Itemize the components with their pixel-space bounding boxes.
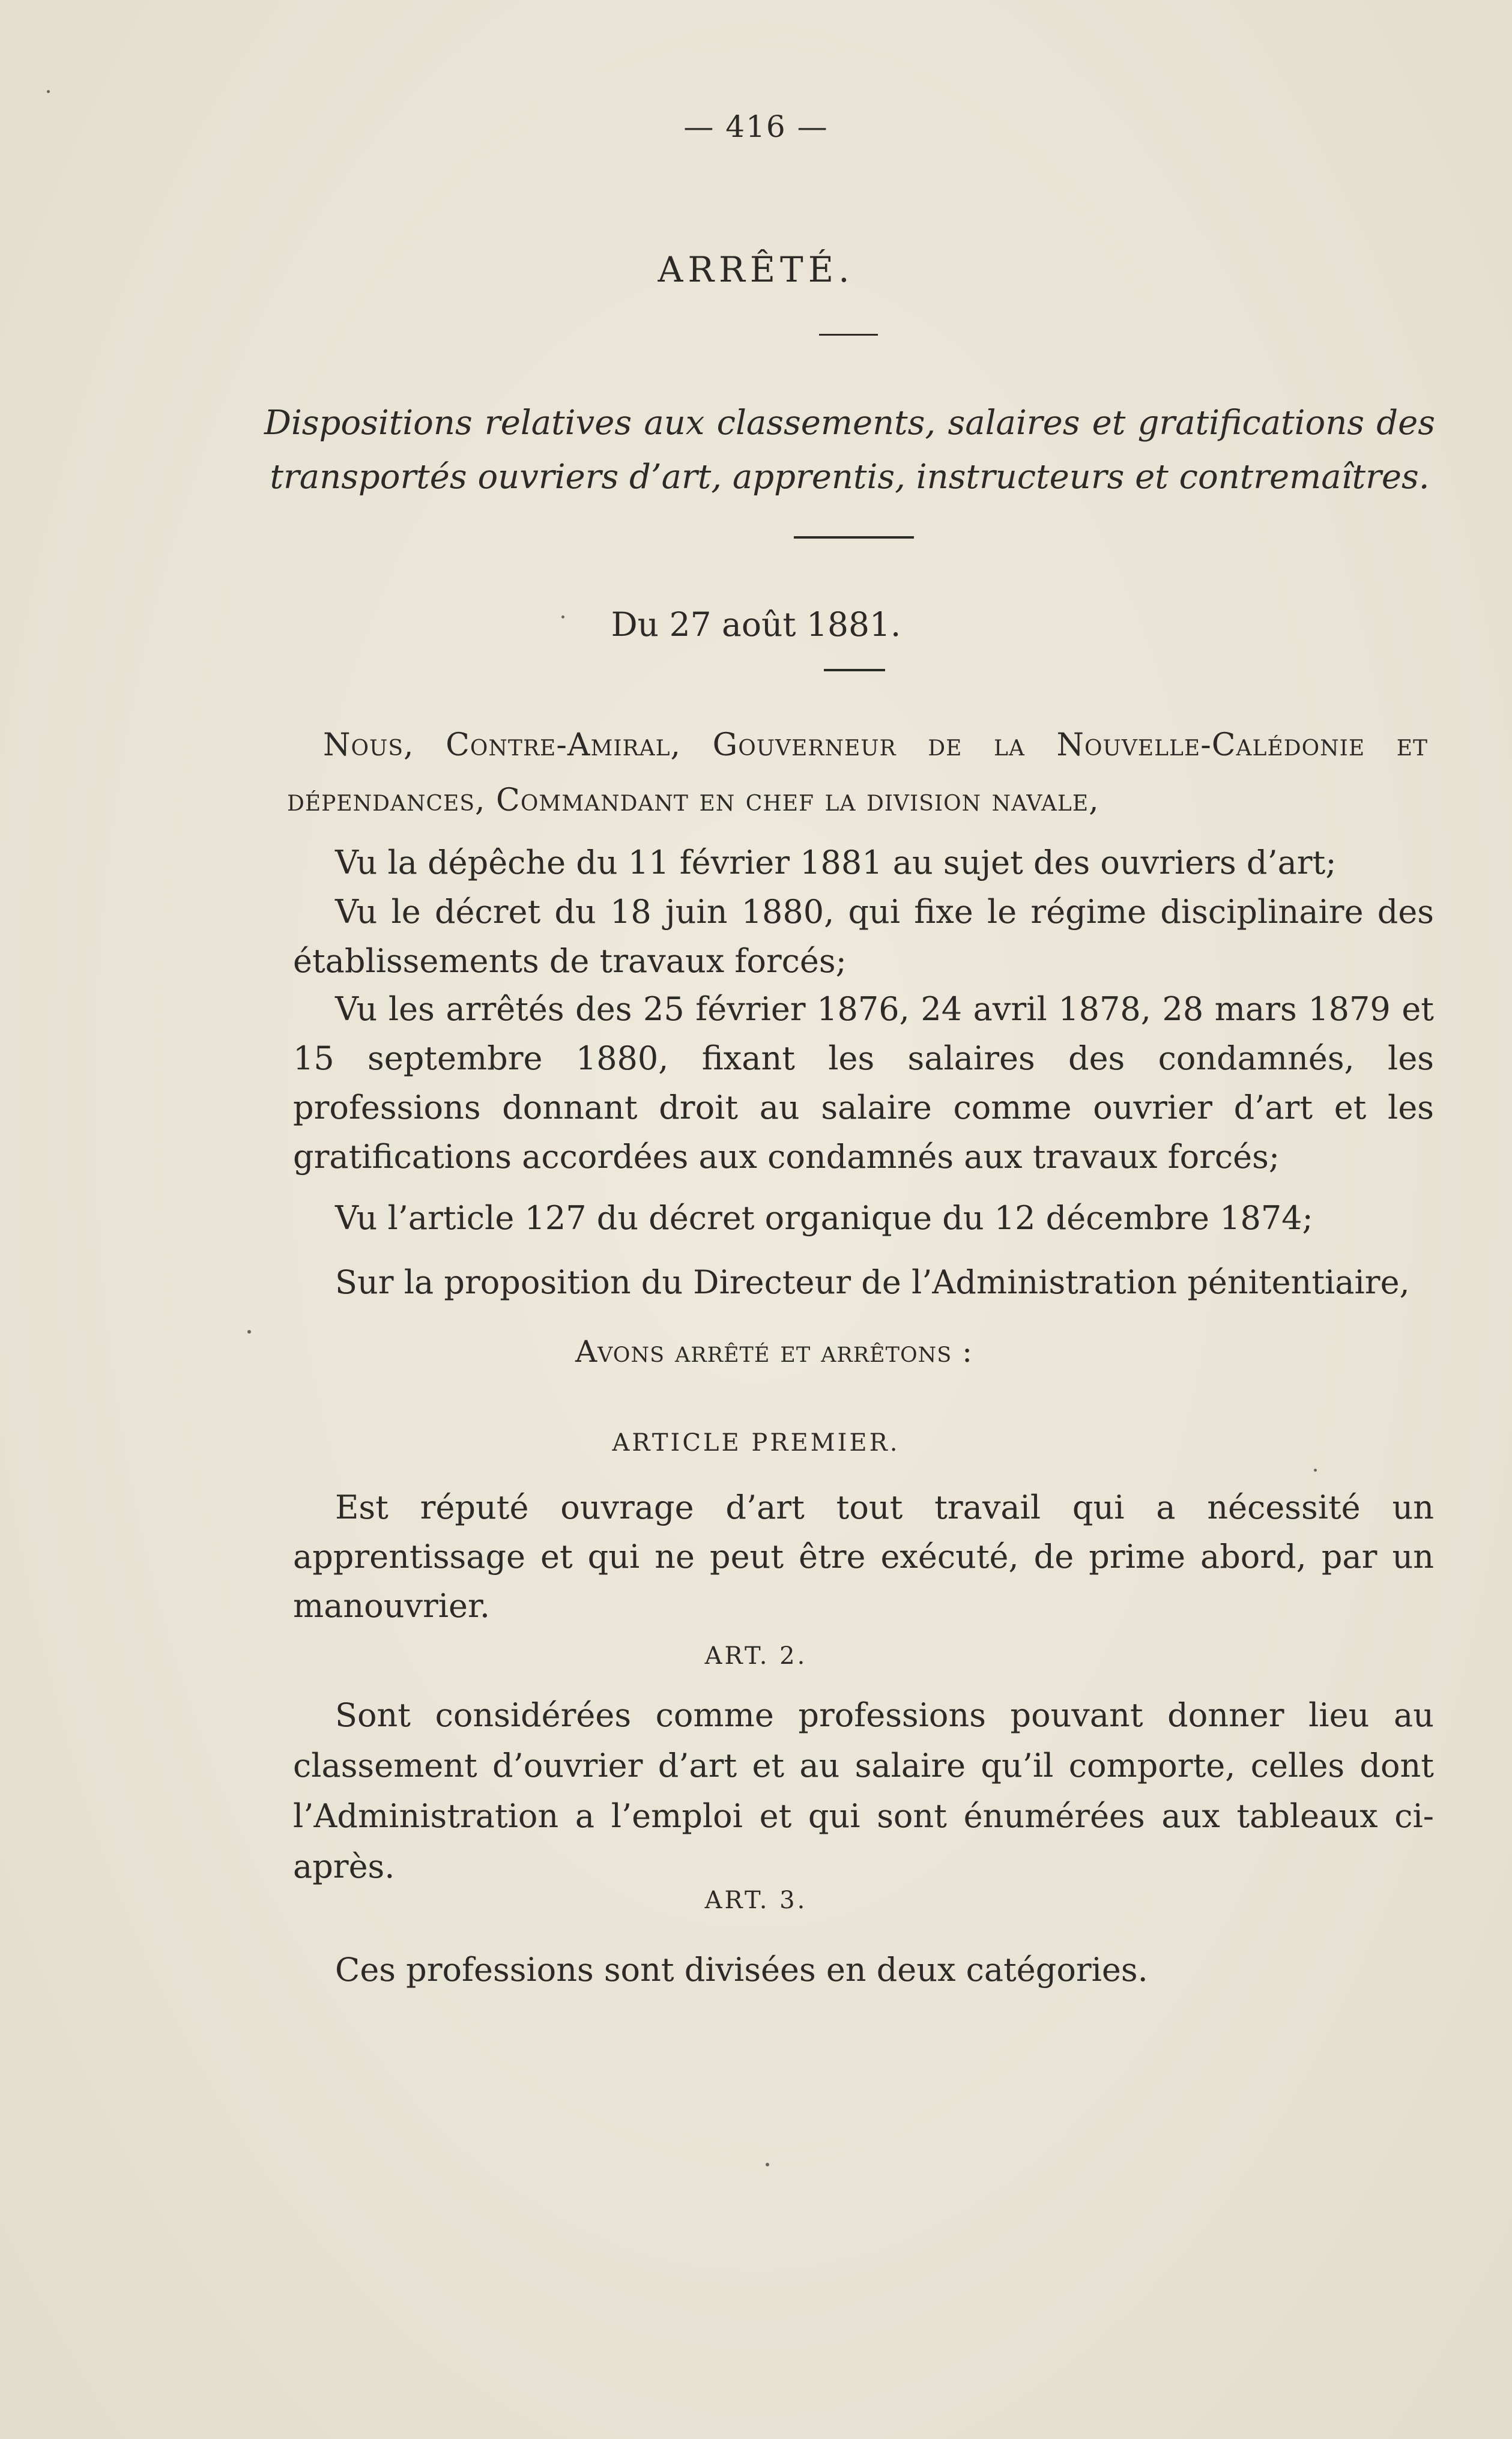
- consideration-paragraph: Sur la proposition du Directeur de l’Administration pénitentiaire,: [335, 1263, 1410, 1301]
- article-title: ART. 2.: [704, 1642, 808, 1670]
- decision-formula: Avons arrêté et arrêtons :: [575, 1334, 973, 1369]
- consideration-paragraph: Vu le décret du 18 juin 1880, qui fixe le régime disciplinaire des établissements de travaux forcés;: [293, 893, 1434, 980]
- article-title: ARTICLE PREMIER.: [612, 1429, 900, 1457]
- paper-speck: [561, 615, 564, 618]
- separator-rule: [824, 669, 885, 671]
- consideration-paragraph: Vu les arrêtés des 25 février 1876, 24 avril 1878, 28 mars 1879 et 15 septembre 1880, fixant les salaires des condamnés, les professions donnant droit au salaire comme ouvrier d’art et les gratifications accordées aux condamnés aux travaux forcés;: [293, 990, 1434, 1176]
- paper-speck: [766, 2163, 769, 2166]
- paper-speck: [1314, 1469, 1317, 1472]
- document-date: Du 27 août 1881.: [611, 605, 901, 644]
- article-title: ART. 3.: [704, 1887, 808, 1914]
- article-text: Est réputé ouvrage d’art tout travail qui a nécessité un apprentissage et qui ne peut être exécuté, de prime abord, par un manouvrier.: [293, 1488, 1434, 1625]
- issuing-authority: Nous, Contre-Amiral, Gouverneur de la Nouvelle-Calédonie et dépendances, Commandant en chef la division navale,: [287, 727, 1429, 818]
- separator-rule: [819, 334, 878, 336]
- page-number: — 416 —: [683, 109, 829, 144]
- document-heading: ARRÊTÉ.: [658, 249, 854, 290]
- consideration-paragraph: Vu la dépêche du 11 février 1881 au sujet des ouvriers d’art;: [335, 844, 1337, 881]
- separator-rule: [794, 536, 914, 539]
- document-subtitle: Dispositions relatives aux classements, salaires et gratifications des transportés ouvriers d’art, apprentis, instructeurs et contremaîtres.: [264, 403, 1435, 497]
- article-text: Sont considérées comme professions pouvant donner lieu au classement d’ouvrier d’art et au salaire qu’il comporte, celles dont l’Administration a l’emploi et qui sont énumérées aux tableaux ci-après.: [293, 1696, 1434, 1885]
- consideration-paragraph: Vu l’article 127 du décret organique du 12 décembre 1874;: [335, 1199, 1313, 1237]
- paper-speck: [247, 1330, 251, 1334]
- paper-speck: [47, 90, 50, 93]
- article-text: Ces professions sont divisées en deux catégories.: [335, 1951, 1148, 1989]
